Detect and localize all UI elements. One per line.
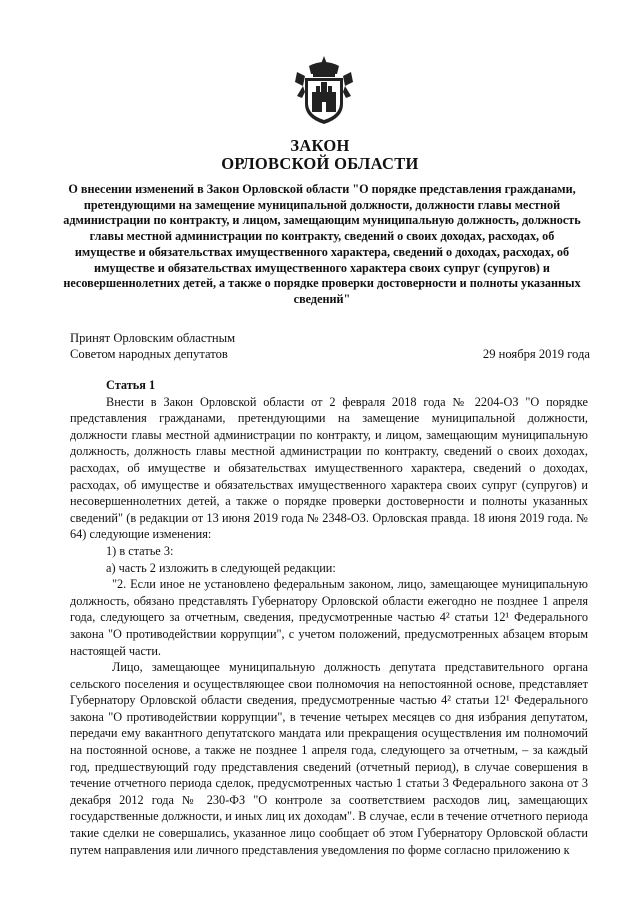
article-heading: Статья 1 [106, 378, 156, 392]
quoted-paragraph-1: "2. Если иное не установлено федеральным законом, лицо, замещающее муниципальную должность, обязано представлять Губернатору Орловской области ежегодно не позднее 1 апреля года, следующего за отчетным, сведения, предусмотренные частью 4² статьи 12¹ Федерального закона "О противодействии коррупции", с учетом положений, предусмотренных абзацем вторым настоящей части. [70, 577, 588, 658]
adoption-line1: Принят Орловским областным [70, 331, 236, 345]
quoted-paragraph-2: Лицо, замещающее муниципальную должность депутата представительного органа сельского поселения и осуществляющее свои полномочия на непостоянной основе, представляет Губернатору Орловской области сведения, предусмотренные частью 4² статьи 12¹ Федерального закона "О противодействии коррупции", в течение четырех месяцев со дня избрания депутатом, передачи ему вакантного депутатского мандата или прекращения осуществления им полномочий на постоянной основе, а также не позднее 1 апреля года, следующего за отчетным, – за каждый год, предшествующий году представления сведений (отчетный период), в случае совершения в течение отчетного периода сделок, предусмотренных частью 1 статьи 3 Федерального закона от 3 декабря 2012 года № 230-ФЗ "О контроле за соответствием расходов лиц, замещающих государственные должности, и иных лиц их доходам". В случае, если в течение отчетного периода такие сделки не совершались, указанное лицо сообщает об этом Губернатору Орловской области путем направления или личного представления уведомления по форме согласно приложению к [70, 660, 588, 857]
adoption-note [70, 331, 235, 362]
document-title-line1: ЗАКОН [290, 136, 350, 155]
adoption-date: 29 ноября 2019 года [482, 347, 590, 361]
document-body [70, 377, 588, 858]
document-title-line2: ОРЛОВСКОЙ ОБЛАСТИ [221, 154, 419, 173]
article-paragraph: Внести в Закон Орловской области от 2 февраля 2018 года № 2204-ОЗ "О порядке представления гражданами, претендующими на замещение муниципальной должности, должности главы местной администрации по контракту, и лицом, замещающим муниципальную должность, должность главы местной администрации по контракту, сведений о своих доходах, расходах, об имуществе и обязательствах имущественного характера, сведений о доходах, расходах, об имуществе и обязательствах имущественного характера своих супруг (супругов) и несовершеннолетних детей, а также о порядке проверки достоверности и полноты указанных сведений" (в редакции от 13 июня 2019 года № 2348-ОЗ. Орловская правда. 18 июня 2019 года. № 64) следующие изменения: [70, 394, 588, 542]
item-1: 1) в статье 3: [106, 543, 174, 558]
adoption-line2: Советом народных депутатов [70, 346, 228, 361]
item-1a: а) часть 2 изложить в следующей редакции: [106, 560, 336, 575]
law-subject: О внесении изменений в Закон Орловской области "О порядке представления гражданами, претендующими на замещение муниципальной должности, должности главы местной администрации по контракту, и лицом, замещающим муниципальную должность, должность главы местной администрации по контракту, сведений о своих доходах, расходах, об имуществе и обязательствах имущественного характера, сведений о доходах, расходах, об имуществе и обязательствах имущественного характера своих супруг (супругов) и несовершеннолетних детей, а также о порядке проверки достоверности и полноты указанных сведений" [63, 182, 581, 306]
coat-of-arms-emblem [293, 52, 355, 126]
